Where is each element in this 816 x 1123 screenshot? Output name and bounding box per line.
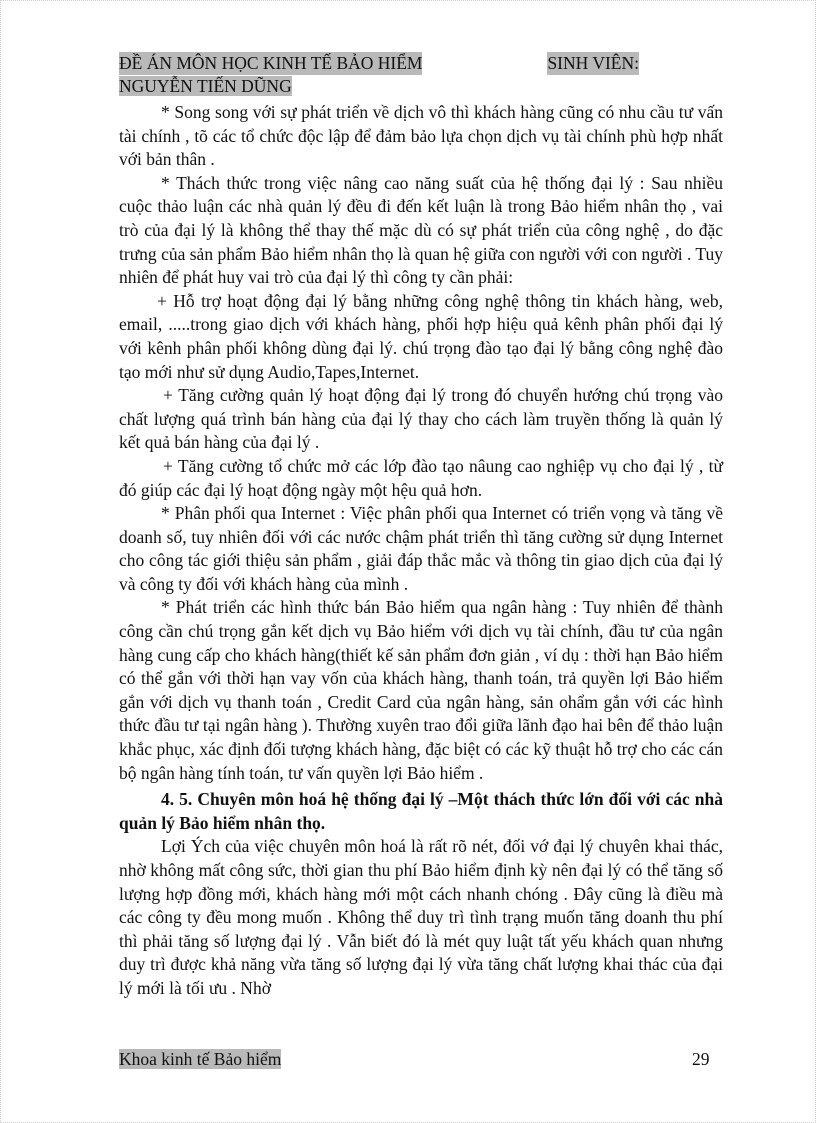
paragraph: * Song song với sự phát triển về dịch vô thì khách hàng cũng có nhu cầu tư vấn tài chính , tõ các tổ chức độc lập để đảm bảo lựa chọn dịch vụ tài chính phù hợp nhất với bản thân . [119, 102, 723, 170]
page-number: 29 [692, 1049, 710, 1069]
paragraph: * Phát triển các hình thức bán Bảo hiểm qua ngân hàng : Tuy nhiên để thành công cần chú trọng gắn kết dịch vụ Bảo hiểm với dịch vụ tài chính, đầu tư của ngân hàng cung cấp cho khách hàng(thiết kế sản phẩm đơn giản , ví dụ : thời hạn Bảo hiểm có thể gắn với thời hạn vay vốn của khách hàng, thanh toán, trả quyền lợi Bảo hiểm gắn với dịch vụ thanh toán , Credit Card của ngân hàng, sản ohẩm gắn với các hình thức đầu tư tại ngân hàng ). Thường xuyên trao đổi giữa lãnh đạo hai bên để thảo luận khắc phục, xác định đối tượng khách hàng, đặc biệt có các kỹ thuật hỗ trợ cho các cán bộ ngân hàng tính toán, tư vấn quyền lợi Bảo hiểm . [119, 597, 723, 783]
paragraph: Lợi Ých của việc chuyên môn hoá là rất rõ nét, đối vớ đại lý chuyên khai thác, nhờ không mất công sức, thời gian thu phí Bảo hiểm định kỳ nên đại lý có thể tăng số lượng hợp đồng mới, khách hàng mới một cách nhanh chóng . Đây cũng là điều mà các công ty đều mong muốn . Không thể duy trì tình trạng muốn tăng doanh thu phí thì phải tăng số lượng đại lý . Vẫn biết đó là mét quy luật tất yếu khách quan nhưng duy trì được khả năng vừa tăng số lượng đại lý vừa tăng chất lượng khai thác của đại lý mới là tối ưu . Nhờ [119, 836, 723, 998]
footer-department-text: Khoa kinh tế Bảo hiểm [119, 1049, 282, 1069]
bullet-paragraph: + Hỗ trợ hoạt động đại lý bằng những công nghệ thông tin khách hàng, web, email, .....trong giao dịch với khách hàng, phối hợp hiệu quả kênh phân phối đại lý với kênh phân phối không dùng đại lý. chú trọng đào tạo đại lý bằng công nghệ đào tạo mới như sử dụng Audio,Tapes,Internet. [119, 290, 723, 382]
paragraph: * Thách thức trong việc nâng cao năng suất của hệ thống đại lý : Sau nhiều cuộc thảo luận các nhà quản lý đều đi đến kết luận là trong Bảo hiểm nhân thọ , vai trò của đại lý là không thể thay thế mặc dù có sự phát triển của công nghệ , do đặc trưng của sản phẩm Bảo hiểm nhân thọ là quan hệ giữa con người với con người . Tuy nhiên để phát huy vai trò của đại lý thì công ty cần phải: [119, 172, 723, 288]
header-student-label: SINH VIÊN: [547, 53, 639, 73]
bullet-paragraph: + Tăng cường tổ chức mở các lớp đào tạo nâung cao nghiệp vụ cho đại lý , từ đó giúp các đại lý hoạt động ngày một hệu quả hơn. [119, 455, 723, 500]
footer-department [119, 1049, 281, 1070]
paragraph: * Phân phối qua Internet : Việc phân phối qua Internet có triển vọng và tăng về doanh số, tuy nhiên đối với các nước chậm phát triển thì tăng cường sử dụng Internet cho công tác giới thiệu sản phẩm , giải đáp thắc mắc và thông tin giao dịch của đại lý và công ty đối với khách hàng của mình . [119, 503, 723, 594]
document-body [119, 101, 723, 1001]
section-heading: 4. 5. Chuyên môn hoá hệ thống đại lý –Một thách thức lớn đối với các nhà quản lý Bảo hiểm nhân thọ. [119, 789, 723, 833]
bullet-paragraph: + Tăng cường quản lý hoạt động đại lý trong đó chuyển hướng chú trọng vào chất lượng quá trình bán hàng của đại lý thay cho cách làm truyền thống là quản lý kết quả bán hàng của đại lý . [119, 385, 723, 453]
page-header [119, 52, 639, 98]
header-title: ĐỀ ÁN MÔN HỌC KINH TẾ BẢO HIỂM [119, 53, 423, 73]
header-student-name: NGUYỄN TIẾN DŨNG [119, 76, 292, 96]
